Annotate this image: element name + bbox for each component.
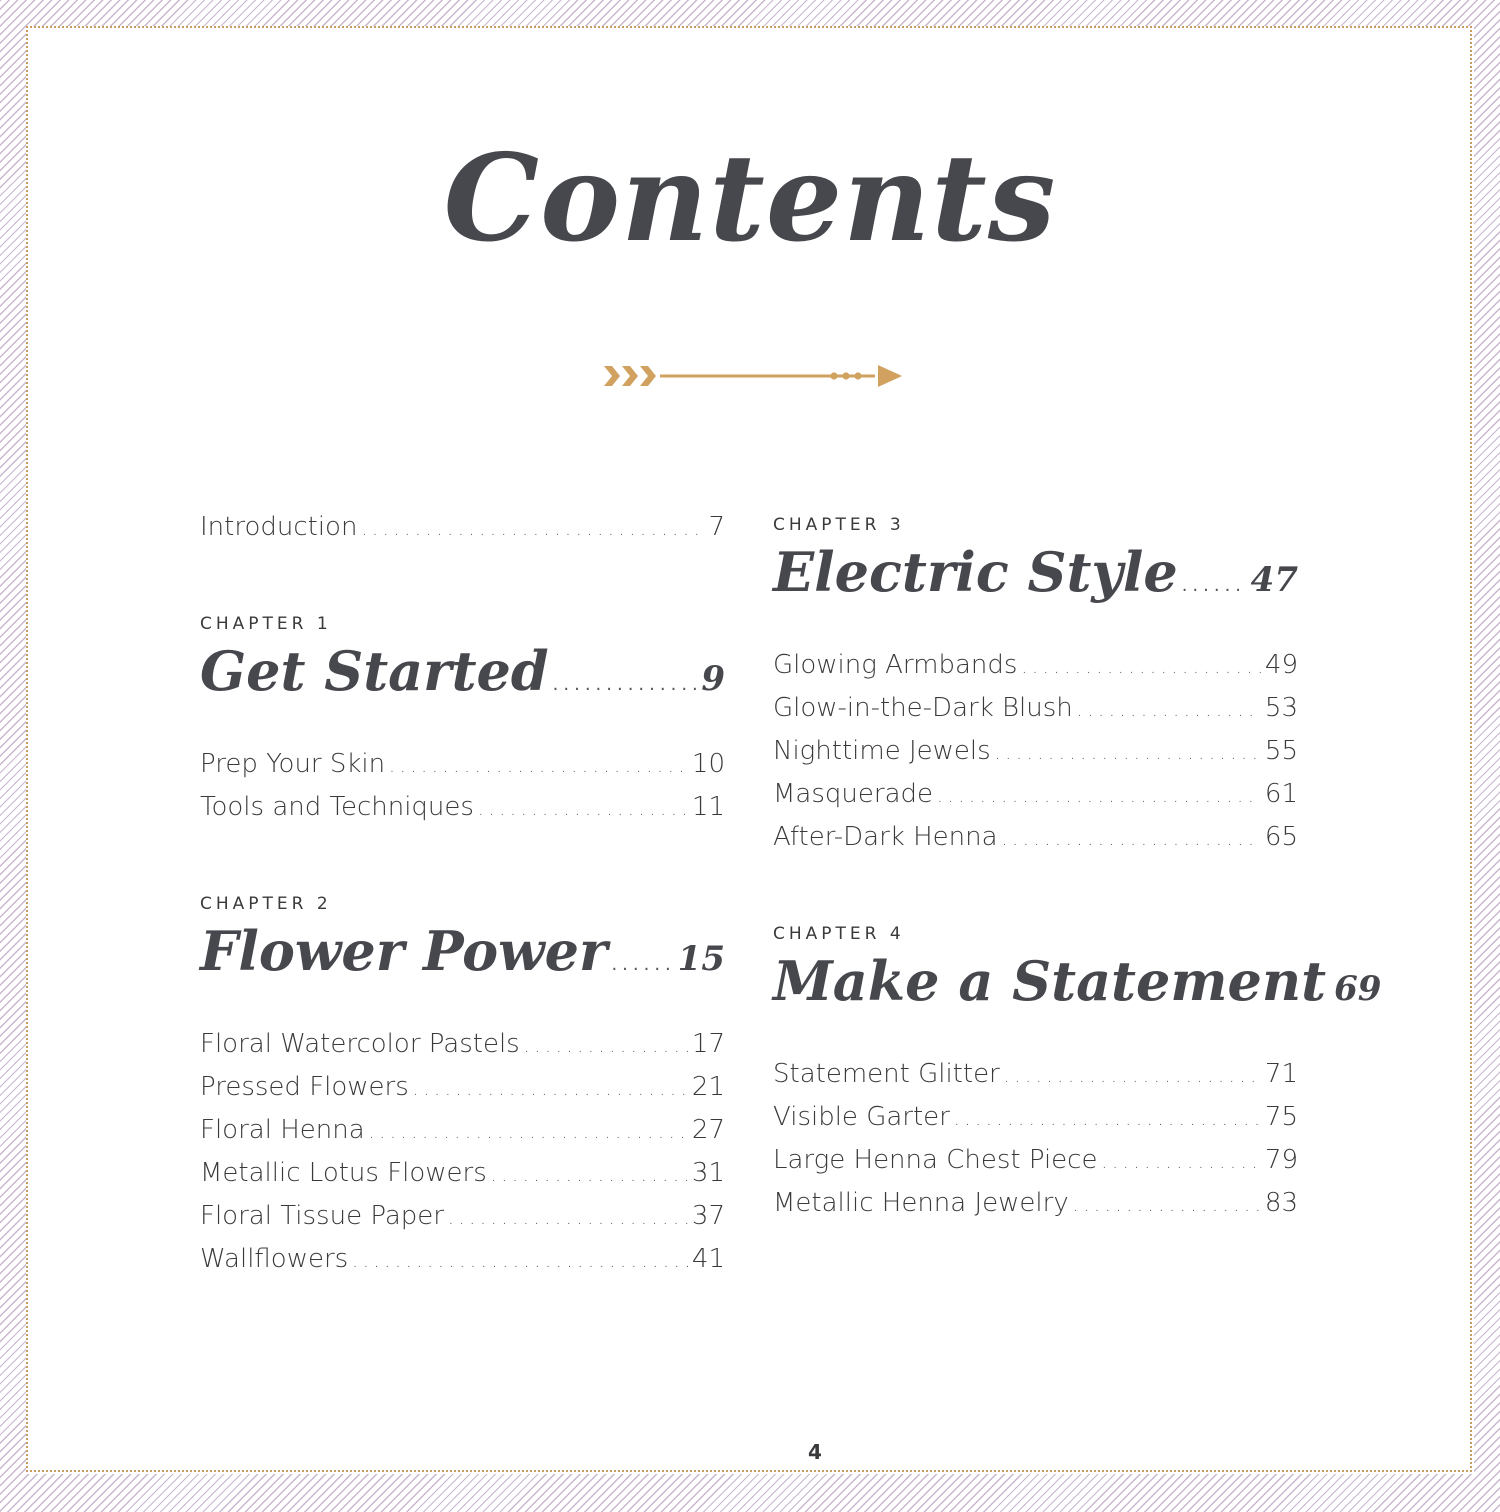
arrow-divider-icon [600,358,905,394]
toc-entry[interactable] [773,687,1298,730]
chapter-label: CHAPTER 1 [200,614,332,634]
entry-page: 83 [1264,1188,1298,1218]
entry-name: Floral Henna [200,1115,365,1145]
dot-leader [413,1068,688,1111]
chapter-title: Get Started [200,639,549,703]
dot-leader [1021,646,1260,689]
entry-name: Glowing Armbands [773,650,1018,680]
entry-name: Floral Watercolor Pastels [200,1029,520,1059]
entry-name: Glow-in-the-Dark Blush [773,693,1073,723]
toc-entry[interactable] [773,1053,1298,1096]
chapter-page: 15 [677,939,725,979]
entry-page: 75 [1264,1102,1298,1132]
chapter-label: CHAPTER 3 [773,515,905,535]
dot-leader [611,954,673,975]
chapter-title: Electric Style [773,540,1178,604]
toc-right-column [773,510,1382,1225]
dot-leader [937,775,1261,818]
entry-page: 37 [691,1201,725,1231]
toc-left-column [200,506,725,1281]
toc-entry[interactable] [773,730,1298,773]
chapter-page: 47 [1250,560,1298,600]
dot-leader [352,1240,688,1283]
dot-leader [1101,1141,1260,1184]
toc-entry[interactable] [200,1066,725,1109]
dot-leader [361,508,704,551]
toc-entry[interactable] [200,1195,725,1238]
entry-page: 49 [1264,650,1298,680]
toc-entry[interactable] [200,1238,725,1281]
entry-page: 53 [1264,693,1298,723]
entry-page: 31 [691,1158,725,1188]
dot-leader [491,1154,688,1197]
dot-leader [1073,1184,1261,1227]
entry-name: Tools and Techniques [200,792,474,822]
dot-leader [369,1111,688,1154]
toc-entry[interactable] [773,1182,1298,1225]
toc-entry[interactable] [200,743,725,786]
entry-name: Introduction [200,512,358,542]
dot-leader [524,1025,688,1068]
toc-entry[interactable] [200,1152,725,1195]
dot-leader [553,674,698,695]
entry-name: Pressed Flowers [200,1072,409,1102]
entry-page: 10 [691,749,725,779]
chapter-title: Flower Power [200,919,608,983]
chapter-page: 69 [1334,969,1382,1009]
dot-leader [1002,818,1261,861]
page-number: 4 [808,1440,822,1464]
dot-leader [1004,1055,1261,1098]
entry-page: 61 [1264,779,1298,809]
entry-name: Large Henna Chest Piece [773,1145,1098,1175]
entry-name: Visible Garter [773,1102,950,1132]
dot-leader [478,788,688,831]
entry-page: 65 [1264,822,1298,852]
entry-name: Masquerade [773,779,934,809]
toc-entry-introduction[interactable] [200,506,725,549]
chapter-label: CHAPTER 4 [773,924,905,944]
chapter-label: CHAPTER 2 [200,894,332,914]
dot-leader [1077,689,1261,732]
entry-name: Metallic Henna Jewelry [773,1188,1069,1218]
entry-name: Floral Tissue Paper [200,1201,444,1231]
toc-entry[interactable] [773,1139,1298,1182]
chapter-page: 9 [701,659,725,699]
chapter-title-row[interactable] [773,540,1298,624]
entry-name: Metallic Lotus Flowers [200,1158,487,1188]
chapter-title-row[interactable] [773,949,1382,1033]
toc-entry[interactable] [773,1096,1298,1139]
toc-entry[interactable] [773,773,1298,816]
entry-page: 17 [691,1029,725,1059]
entry-page: 71 [1264,1059,1298,1089]
chapter-title-row[interactable] [200,639,725,723]
toc-entry[interactable] [200,786,725,829]
entry-name: Wallflowers [200,1244,349,1274]
entry-page: 21 [691,1072,725,1102]
entry-page: 11 [691,792,725,822]
chapter-title: Make a Statement [773,949,1327,1013]
toc-entry[interactable] [200,1023,725,1066]
entry-page: 27 [691,1115,725,1145]
dot-leader [995,732,1261,775]
dot-leader [1182,575,1247,596]
chapter-title-row[interactable] [200,919,725,1003]
entry-page: 79 [1264,1145,1298,1175]
page-title: Contents [443,128,1057,269]
toc-entry[interactable] [200,1109,725,1152]
toc-entry[interactable] [773,816,1298,859]
entry-page: 7 [708,512,725,542]
entry-name: Prep Your Skin [200,749,386,779]
dot-leader [954,1098,1261,1141]
dot-leader [389,745,688,788]
dot-leader [448,1197,688,1240]
toc-entry[interactable] [773,644,1298,687]
entry-name: Statement Glitter [773,1059,1000,1089]
entry-page: 55 [1264,736,1298,766]
entry-page: 41 [691,1244,725,1274]
entry-name: Nighttime Jewels [773,736,991,766]
entry-name: After-Dark Henna [773,822,998,852]
